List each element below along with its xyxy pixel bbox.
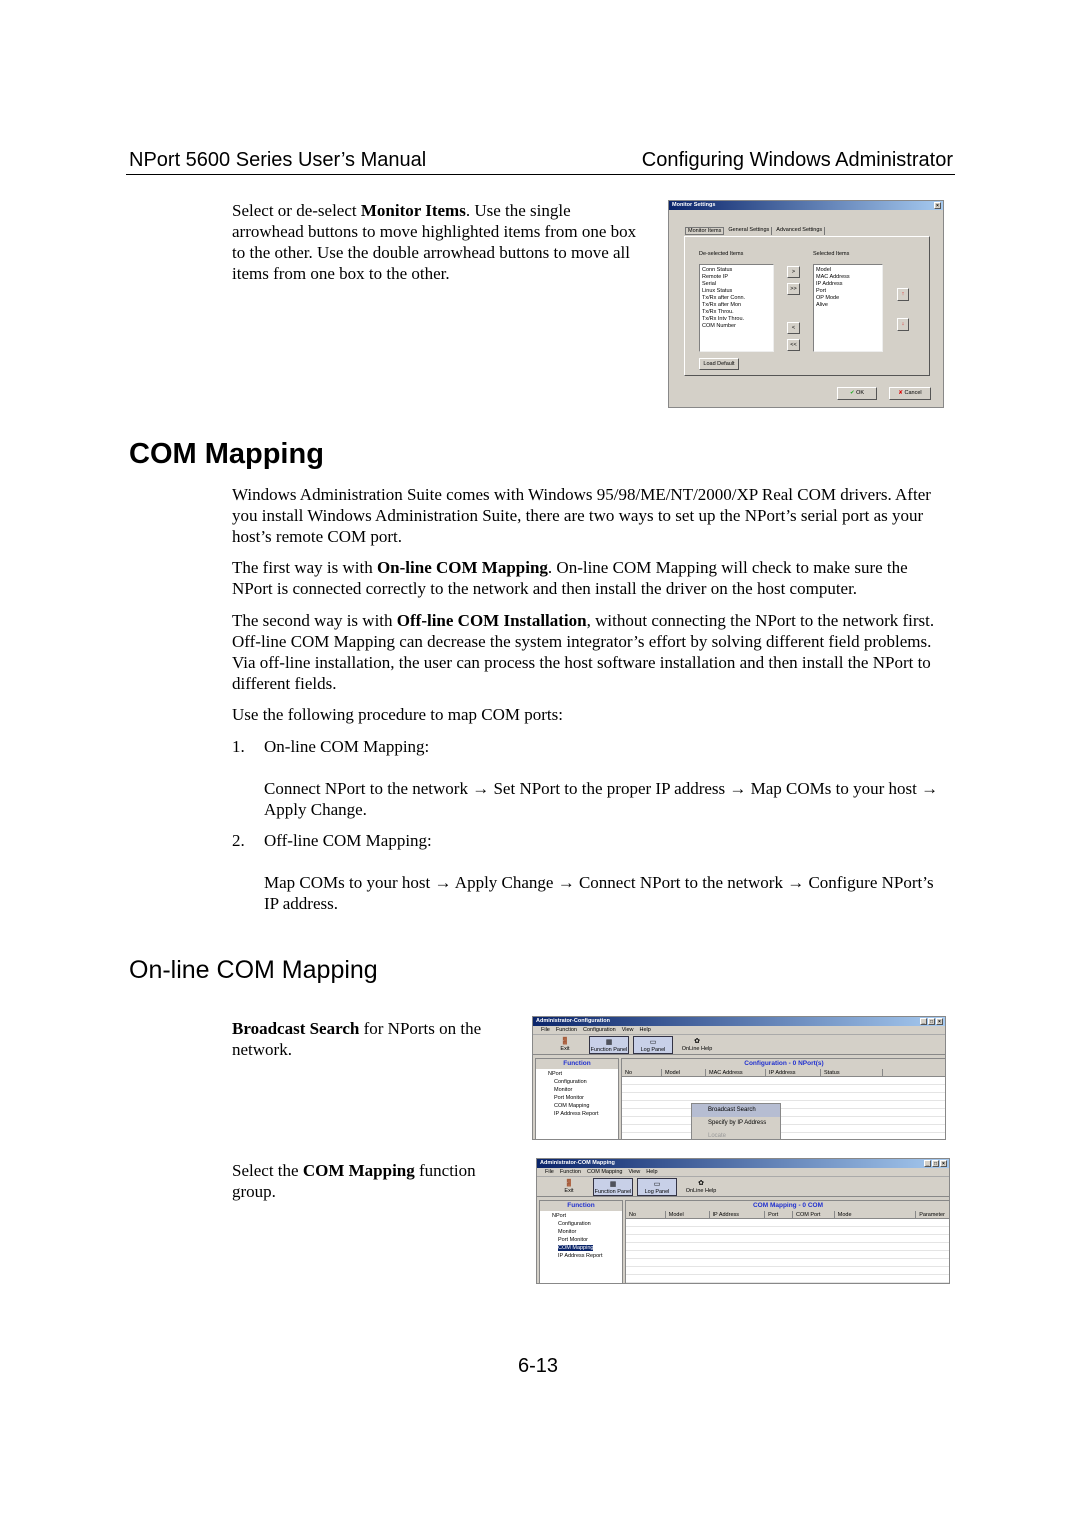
list-header: COM Mapping - 0 COM xyxy=(626,1201,950,1211)
step-1-detail: Connect NPort to the network → Set NPort to the proper IP address → Map COMs to your host → Apply Change. xyxy=(264,779,939,819)
toolbar-button[interactable] xyxy=(637,1178,677,1196)
dialog-title: Monitor Settings xyxy=(672,202,716,208)
list-item[interactable]: Tx/Rx after Mon xyxy=(702,302,742,308)
toolbar-button[interactable] xyxy=(589,1036,629,1054)
list-item[interactable]: Alive xyxy=(816,302,828,308)
bold-text: Off-line COM Installation xyxy=(396,611,587,630)
toolbar-button[interactable] xyxy=(593,1178,633,1196)
toolbar xyxy=(537,1177,949,1197)
section-title-com-mapping: COM Mapping xyxy=(129,438,324,470)
list-item[interactable]: Model xyxy=(816,267,831,273)
context-menu-item[interactable]: Specify by IP Address xyxy=(708,1120,767,1126)
bold-text: Broadcast Search xyxy=(232,1019,360,1038)
list-item[interactable]: Tx/Rx after Conn. xyxy=(702,295,746,301)
menu-item[interactable]: Function xyxy=(559,1169,581,1175)
tree-item-label: Monitor xyxy=(558,1229,577,1235)
column-header[interactable]: IP Address xyxy=(710,1211,766,1218)
list-pane xyxy=(621,1058,946,1140)
menu-item[interactable]: View xyxy=(621,1027,634,1033)
text: . On-line COM Mapping will check to make sure the NPort is connected correctly to the network and then install the driver on the host computer. xyxy=(232,558,908,598)
list-item[interactable]: OP Mode xyxy=(816,295,840,301)
selected-items-list[interactable] xyxy=(813,264,883,352)
menu-item[interactable]: Configuration xyxy=(582,1027,616,1033)
tree-item[interactable] xyxy=(542,1244,620,1252)
log-panel-icon: ▭ xyxy=(649,1039,657,1046)
broadcast-search-text xyxy=(232,1018,507,1060)
bold-text: COM Mapping xyxy=(302,1161,415,1180)
ok-button[interactable] xyxy=(837,387,877,400)
step-2-label: Off-line COM Mapping: xyxy=(264,831,432,850)
list-item[interactable]: Conn Status xyxy=(702,267,733,273)
move-up-button[interactable]: ↑ xyxy=(897,288,909,301)
column-header[interactable]: Port xyxy=(765,1211,793,1218)
minimize-icon[interactable]: _ xyxy=(924,1160,931,1167)
tree-item-label: Monitor xyxy=(554,1087,573,1093)
tree-item-label: IP Address Report xyxy=(554,1111,599,1117)
column-header[interactable]: No xyxy=(626,1211,666,1218)
exit-icon: 🚪 xyxy=(560,1038,570,1045)
menu-item[interactable]: View xyxy=(628,1169,641,1175)
help-icon: ✿ xyxy=(698,1180,704,1187)
tab-monitor-items[interactable]: Monitor Items xyxy=(685,227,724,235)
tree-item-label: Port Monitor xyxy=(554,1095,584,1101)
step-2-number: 2. xyxy=(232,831,245,850)
menu-bar xyxy=(533,1026,945,1035)
cancel-label: Cancel xyxy=(904,390,922,396)
list-item[interactable]: Remote IP xyxy=(702,274,728,280)
paragraph-3 xyxy=(232,610,947,694)
text: The first way is with xyxy=(232,558,377,577)
menu-bar xyxy=(537,1168,949,1177)
toolbar-button-label: OnLine Help xyxy=(681,1046,713,1052)
toolbar-button-label: Function Panel xyxy=(590,1047,628,1053)
menu-item[interactable]: COM Mapping xyxy=(586,1169,623,1175)
administrator-com-mapping-window xyxy=(536,1158,950,1284)
list-pane xyxy=(625,1200,950,1284)
section-title-online-com-mapping: On-line COM Mapping xyxy=(129,956,378,984)
text: The second way is with xyxy=(232,611,397,630)
function-pane xyxy=(535,1058,619,1140)
menu-item[interactable]: Function xyxy=(555,1027,577,1033)
context-menu xyxy=(691,1103,781,1140)
column-headers xyxy=(626,1211,950,1219)
function-panel-icon: ▦ xyxy=(609,1181,617,1188)
step-2-detail: Map COMs to your host → Apply Change → Connect NPort to the network → Configure NPort’s IP address. xyxy=(264,873,934,913)
page-number: 6-13 xyxy=(518,1355,559,1377)
paragraph-1: Windows Administration Suite comes with Windows 95/98/ME/NT/2000/XP Real COM drivers. After you install Windows Administration Suite, there are two ways to set up the NPort’s serial port as your host’s remote COM port. xyxy=(232,485,931,546)
minimize-icon[interactable]: _ xyxy=(920,1018,927,1025)
list-item[interactable]: Tx/Rx Throu. xyxy=(702,309,734,315)
tree-item-label: NPort xyxy=(548,1071,563,1077)
tree-item[interactable] xyxy=(542,1228,620,1236)
close-icon[interactable]: × xyxy=(934,202,941,209)
list-item[interactable]: COM Number xyxy=(702,323,736,329)
help-icon: ✿ xyxy=(694,1038,700,1045)
deselected-items-list[interactable] xyxy=(699,264,774,352)
toolbar-button-label: Function Panel xyxy=(594,1189,632,1195)
menu-item[interactable]: Help xyxy=(646,1169,658,1175)
toolbar-button-label: Exit xyxy=(560,1046,570,1052)
ok-label: OK xyxy=(856,390,865,396)
toolbar-button-label: Log Panel xyxy=(644,1189,670,1195)
dialog-titlebar xyxy=(669,201,943,210)
tree-item-label: Port Monitor xyxy=(558,1237,588,1243)
function-header: Function xyxy=(536,1059,618,1069)
header-chapter-title: Configuring Windows Administrator xyxy=(641,149,953,171)
move-one-button[interactable]: > xyxy=(787,266,800,278)
toolbar-button-label: OnLine Help xyxy=(685,1188,717,1194)
column-headers xyxy=(622,1069,946,1077)
administrator-configuration-window xyxy=(532,1016,946,1140)
list-item[interactable]: Linux Status xyxy=(702,288,733,294)
move-all-button[interactable]: >> xyxy=(787,283,800,295)
step-1-label: On-line COM Mapping: xyxy=(264,737,430,756)
list-item[interactable]: Serial xyxy=(702,281,717,287)
table-body[interactable] xyxy=(626,1219,950,1284)
text: for NPorts on the network. xyxy=(232,1019,482,1059)
menu-item[interactable]: File xyxy=(545,1169,554,1175)
tree-item-label: NPort xyxy=(552,1213,567,1219)
table-body[interactable] xyxy=(622,1077,946,1140)
tab-general-settings[interactable]: General Settings xyxy=(726,227,772,235)
tree-item-label: Configuration xyxy=(558,1221,591,1227)
tree-item[interactable] xyxy=(538,1110,616,1118)
column-header[interactable]: COM Port xyxy=(793,1211,835,1218)
column-header[interactable]: Parameter xyxy=(916,1211,950,1218)
list-item[interactable]: IP Address xyxy=(816,281,843,287)
window-title: Administrator-Configuration xyxy=(536,1018,610,1024)
tree-item[interactable] xyxy=(538,1078,616,1086)
tree-item[interactable] xyxy=(542,1220,620,1228)
list-header: Configuration - 0 NPort(s) xyxy=(622,1059,946,1069)
tree-item-label: COM Mapping xyxy=(554,1103,590,1109)
column-header[interactable]: No xyxy=(622,1069,662,1076)
column-header[interactable]: Status xyxy=(821,1069,883,1076)
column-header[interactable]: Model xyxy=(666,1211,710,1218)
window-titlebar xyxy=(537,1159,949,1168)
function-header: Function xyxy=(540,1201,622,1211)
exit-icon: 🚪 xyxy=(564,1180,574,1187)
function-pane xyxy=(539,1200,623,1284)
list-item[interactable]: Port xyxy=(816,288,827,294)
toolbar-button[interactable] xyxy=(545,1036,585,1054)
x-icon: ✘ xyxy=(898,390,903,396)
menu-item[interactable]: File xyxy=(541,1027,550,1033)
column-header[interactable]: Mode xyxy=(835,1211,916,1218)
tab-advanced-settings[interactable]: Advanced Settings xyxy=(774,227,825,235)
header-rule xyxy=(126,174,955,175)
back-one-button[interactable]: < xyxy=(787,322,800,334)
move-down-button[interactable]: ↓ xyxy=(897,318,909,331)
tree-item-label: COM Mapping xyxy=(558,1245,594,1251)
tree-item[interactable] xyxy=(542,1236,620,1244)
toolbar-button-label: Log Panel xyxy=(640,1047,666,1053)
function-tree xyxy=(540,1211,622,1261)
close-icon[interactable]: × xyxy=(936,1018,943,1025)
window-controls xyxy=(924,1160,947,1167)
cancel-button[interactable] xyxy=(889,387,931,400)
maximize-icon[interactable]: □ xyxy=(929,1019,934,1025)
tab-bar xyxy=(685,227,825,235)
context-menu-item[interactable]: Locate xyxy=(708,1133,727,1139)
paragraph-2 xyxy=(232,557,947,599)
deselected-label: De-selected Items xyxy=(699,251,744,257)
window-controls xyxy=(920,1018,943,1025)
paragraph-4: Use the following procedure to map COM ports: xyxy=(232,705,563,724)
check-icon: ✔ xyxy=(849,390,855,396)
tree-item[interactable] xyxy=(542,1252,620,1260)
tree-item-label: Configuration xyxy=(554,1079,587,1085)
close-icon[interactable]: × xyxy=(940,1160,947,1167)
tree-item[interactable] xyxy=(542,1212,620,1220)
menu-item[interactable]: Help xyxy=(639,1027,651,1033)
bold-text: Monitor Items xyxy=(360,201,466,220)
tree-item[interactable] xyxy=(538,1086,616,1094)
column-header[interactable]: IP Address xyxy=(766,1069,821,1076)
tree-item[interactable] xyxy=(538,1102,616,1110)
column-header[interactable]: MAC Address xyxy=(706,1069,766,1076)
back-all-button[interactable]: << xyxy=(787,339,800,351)
intro-paragraph xyxy=(232,200,637,284)
select-com-mapping-text xyxy=(232,1160,507,1202)
step-1-number: 1. xyxy=(232,737,245,756)
list-item[interactable]: Tx/Rx Intv Throu. xyxy=(702,316,745,322)
text: Select the xyxy=(232,1161,303,1180)
toolbar xyxy=(533,1035,945,1055)
maximize-icon[interactable]: □ xyxy=(933,1161,938,1167)
text: Select or de-select xyxy=(232,201,361,220)
list-item[interactable]: MAC Address xyxy=(816,274,850,280)
header-manual-title: NPort 5600 Series User’s Manual xyxy=(129,149,427,171)
function-panel-icon: ▦ xyxy=(605,1039,613,1046)
column-header[interactable]: Model xyxy=(662,1069,706,1076)
text: function group. xyxy=(232,1161,476,1201)
window-title: Administrator-COM Mapping xyxy=(540,1160,615,1166)
text: , without connecting the NPort to the network first. Off-line COM Mapping can decrease the system integrator’s effort by solving different field problems. Via off-line installation, the user can process the host software installation and then install the NPort to different fields. xyxy=(232,611,935,693)
tree-item[interactable] xyxy=(538,1094,616,1102)
toolbar-button[interactable] xyxy=(677,1036,717,1054)
tree-item-label: IP Address Report xyxy=(558,1253,603,1259)
tree-item[interactable] xyxy=(538,1070,616,1078)
toolbar-button-label: Exit xyxy=(564,1188,574,1194)
toolbar-button[interactable] xyxy=(549,1178,589,1196)
log-panel-icon: ▭ xyxy=(653,1181,661,1188)
context-menu-item[interactable]: Broadcast Search xyxy=(692,1104,780,1117)
toolbar-button[interactable] xyxy=(633,1036,673,1054)
monitor-settings-dialog xyxy=(668,200,944,408)
text: . Use the single arrowhead buttons to move highlighted items from one box to the other. Use the double arrowhead buttons to move all items from one box to the other. xyxy=(232,201,637,283)
bold-text: On-line COM Mapping xyxy=(376,558,548,577)
load-default-button[interactable]: Load Default xyxy=(699,358,739,370)
toolbar-button[interactable] xyxy=(681,1178,721,1196)
window-titlebar xyxy=(533,1017,945,1026)
function-tree xyxy=(536,1069,618,1119)
selected-label: Selected Items xyxy=(813,251,850,257)
